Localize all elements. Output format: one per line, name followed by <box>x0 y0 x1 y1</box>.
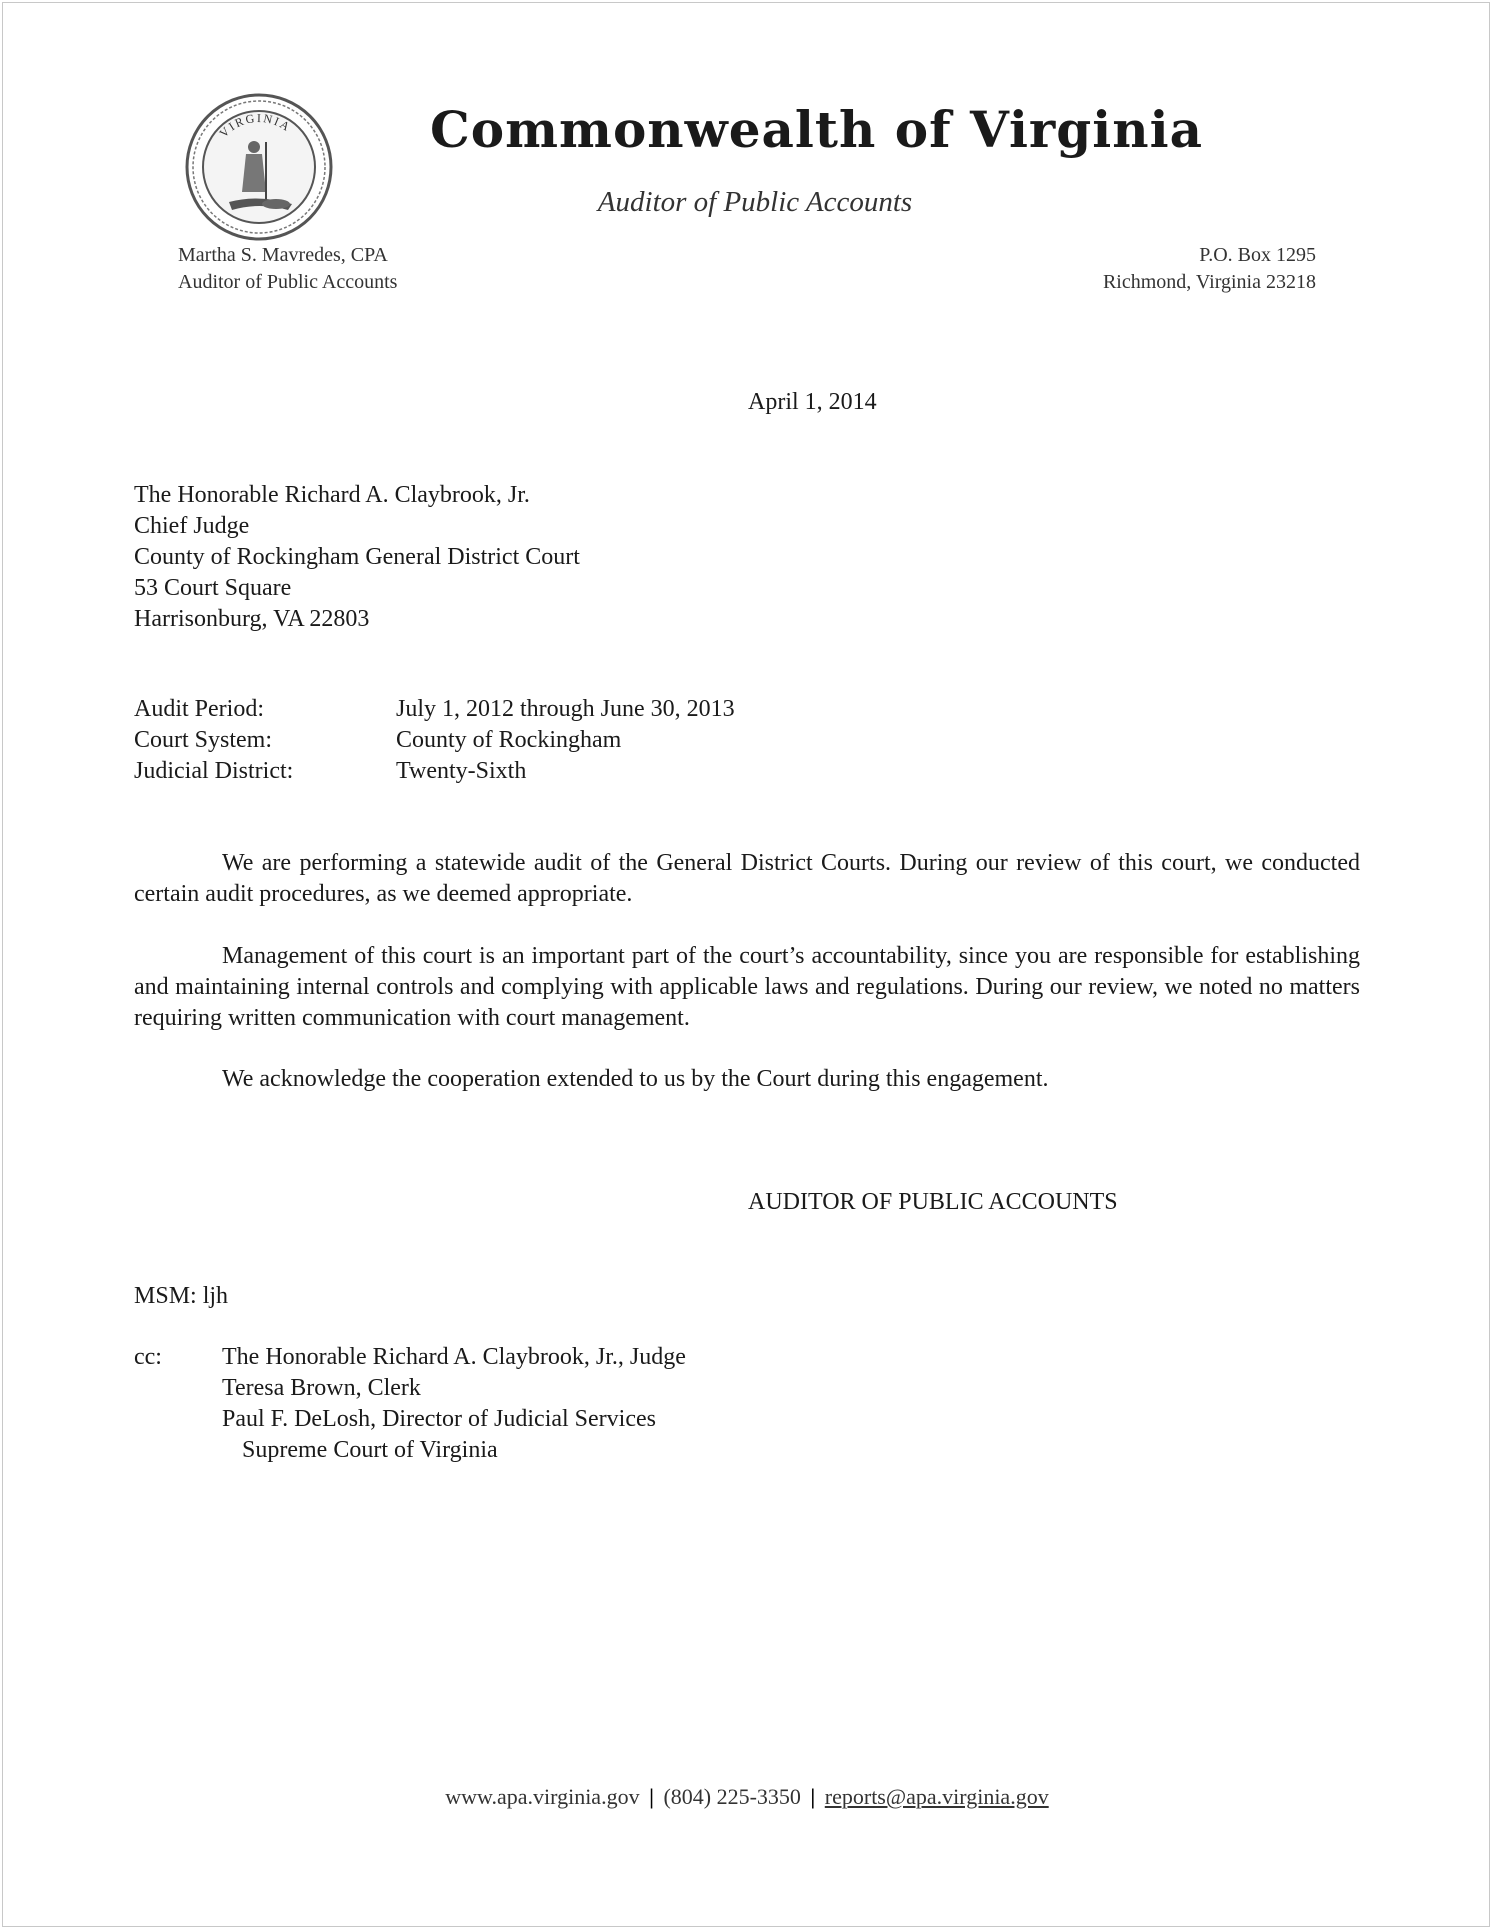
cc-list <box>222 1342 686 1466</box>
footer-website[interactable]: www.apa.virginia.gov <box>445 1784 640 1809</box>
paragraph-text: We acknowledge the cooperation extended to us by the Court during this engagement. <box>222 1066 1049 1092</box>
address-line: Harrisonburg, VA 22803 <box>134 606 370 632</box>
audit-row <box>134 694 735 725</box>
audit-label: Judicial District: <box>134 758 294 784</box>
body-paragraph-2 <box>134 941 1360 1034</box>
seal-text: VIRGINIA <box>216 110 294 141</box>
address-line: The Honorable Richard A. Claybrook, Jr. <box>134 482 530 508</box>
body-paragraph-3 <box>134 1064 1360 1095</box>
address-line: 53 Court Square <box>134 575 292 601</box>
audit-label: Court System: <box>134 727 273 753</box>
address-line: Chief Judge <box>134 513 250 539</box>
audit-info <box>134 694 735 787</box>
cc-label: cc: <box>134 1344 162 1370</box>
cc-line: Paul F. DeLosh, Director of Judicial Services <box>222 1406 656 1432</box>
po-box: P.O. Box 1295 <box>1199 244 1316 266</box>
auditor-title: Auditor of Public Accounts <box>178 271 398 293</box>
paragraph-text: Management of this court is an important part of the court’s accountability, since you are responsible for establishing and maintaining internal controls and complying with applicable laws and regulations. During our review, we noted no matters requiring written communication with court management. <box>134 943 1360 1031</box>
footer-email-link[interactable]: reports@apa.virginia.gov <box>824 1784 1049 1809</box>
recipient-address <box>134 480 580 635</box>
audit-value: July 1, 2012 through June 30, 2013 <box>396 696 735 722</box>
agency-subtitle: Auditor of Public Accounts <box>597 186 913 218</box>
letter-date: April 1, 2014 <box>748 389 877 415</box>
auditor-name: Martha S. Mavredes, CPA <box>178 244 388 266</box>
cc-line: The Honorable Richard A. Claybrook, Jr., Judge <box>222 1344 686 1370</box>
body-paragraph-1 <box>134 848 1360 910</box>
agency-name: Commonwealth of Virginia <box>430 100 1203 159</box>
letterhead-left <box>178 242 397 296</box>
virginia-seal-icon <box>184 92 334 242</box>
footer-separator: | <box>649 1784 654 1809</box>
letterhead-right <box>1103 242 1316 296</box>
cc-line: Supreme Court of Virginia <box>242 1437 498 1463</box>
audit-row <box>134 756 735 787</box>
audit-label: Audit Period: <box>134 696 264 722</box>
address-line: County of Rockingham General District Court <box>134 544 580 570</box>
footer-separator: | <box>810 1784 816 1809</box>
footer <box>0 1784 1494 1810</box>
signature-block: AUDITOR OF PUBLIC ACCOUNTS <box>748 1189 1118 1215</box>
audit-value: County of Rockingham <box>396 727 622 753</box>
audit-row <box>134 725 735 756</box>
city-state-zip: Richmond, Virginia 23218 <box>1102 271 1316 293</box>
footer-phone: (804) 225-3350 <box>663 1784 801 1809</box>
reference-initials: MSM: ljh <box>134 1283 229 1309</box>
paragraph-text: We are performing a statewide audit of the General District Courts. During our review of this court, we conducted certain audit procedures, as we deemed appropriate. <box>134 850 1360 907</box>
cc-line: Teresa Brown, Clerk <box>222 1375 421 1401</box>
audit-value: Twenty-Sixth <box>396 758 527 784</box>
